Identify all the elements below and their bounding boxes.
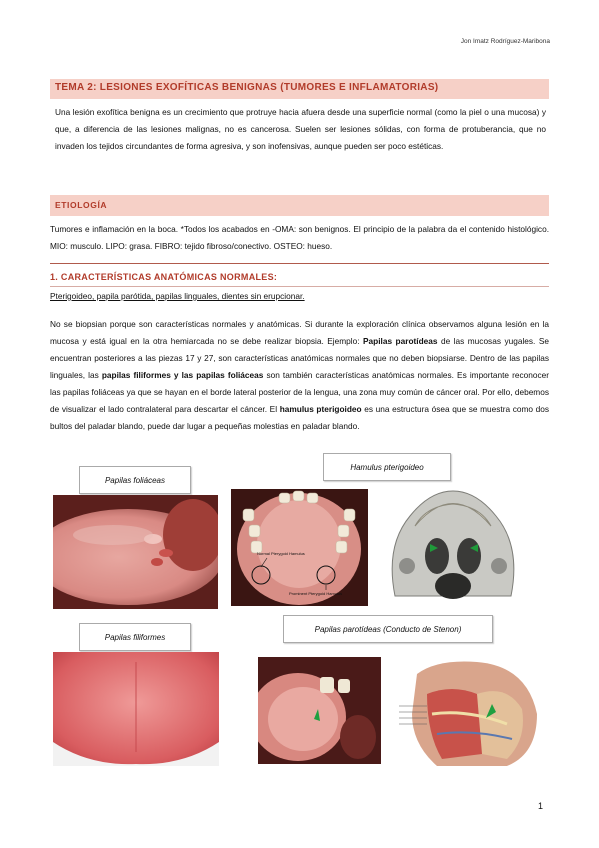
skull-base-illustration xyxy=(385,486,521,605)
author-header: Jon Imatz Rodríguez-Maribona xyxy=(460,38,550,45)
tongue-foliate-photo xyxy=(53,495,218,609)
section1-title: 1. CARACTERÍSTICAS ANATÓMICAS NORMALES: xyxy=(50,272,278,282)
term-hamulus: hamulus pterigoideo xyxy=(279,404,362,414)
paragraph-text-c: son también características anatómicas normales. Es importante reconocer las papilas foliáceas ya que se hayan en el borde lateral posterior de la lengua, una zona muy común de cáncer oral. Por ello, debemos de visualizar el lado contralateral para descartar el cáncer. El xyxy=(50,370,549,414)
etiologia-bar xyxy=(50,195,549,216)
paragraph-text-a: No se biopsian porque son características normales y anatómicas. Si durante la exploración clínica observamos alguna lesión en la mucosa y está igual en la otra hemiarcada no se debe realizar biopsia. Ejemplo: xyxy=(50,319,549,346)
etiologia-title: ETIOLOGÍA xyxy=(55,200,108,210)
label-papilas-parotideas: Papilas parotídeas (Conducto de Stenon) xyxy=(283,615,493,643)
term-papilas-parotideas: Papilas parotídeas xyxy=(363,336,438,346)
section-rule-top xyxy=(50,263,549,264)
page-number: 1 xyxy=(538,801,544,811)
section1-paragraph xyxy=(50,316,549,435)
etiologia-text: Tumores e inflamación en la boca. *Todos los acabados en -OMA: son benignos. El principio de la palabra da el contenido histológico. MIO: musculo. LIPO: grasa. FIBRO: tejido fibroso/conectivo. OSTEO: hueso. xyxy=(50,224,549,251)
paragraph-text-b: de las mucosas yugales. Se encuentran posteriores a las piezas 17 y 27, son características anatómicas normales que no deben biopsiarse. Dentro de las papilas linguales, las xyxy=(50,336,549,380)
parotid-papilla-photo xyxy=(258,657,381,764)
label-papilas-filiformes: Papilas filiformes xyxy=(79,623,191,651)
tongue-filiform-photo xyxy=(53,652,219,766)
palate-label-normal: Normal Pterygoid Hamulus xyxy=(257,551,305,556)
label-papilas-foliaceas: Papilas foliáceas xyxy=(79,466,191,494)
term-filiformes-foliaceas: papilas filiformes y las papilas foliáceas xyxy=(101,370,264,380)
label-hamulus-pterigoideo: Hamulus pterigoideo xyxy=(323,453,451,481)
palate-label-prominent: Prominent Pterygoid Hamulus xyxy=(289,591,343,596)
section1-subtitle: Pterigoideo, papila parótida, papilas linguales, dientes sin erupcionar. xyxy=(50,291,305,301)
parotid-dissection-illustration xyxy=(397,654,543,770)
section-rule-bottom xyxy=(50,286,549,287)
section-title: TEMA 2: LESIONES EXOFÍTICAS BENIGNAS (TUMORES E INFLAMATORIAS) xyxy=(55,82,439,93)
palate-hamulus-photo xyxy=(231,489,368,606)
paragraph-text-d: es una estructura ósea que se muestra como dos bultos del paladar blando, puede dar lugar a pequeñas molestias en paladar blando. xyxy=(50,404,549,431)
intro-paragraph: Una lesión exofítica benigna es un crecimiento que protruye hacia afuera desde una superficie normal (como la piel o una mucosa) y que, a diferencia de las lesiones malignas, no es cancerosa. Suelen ser lesiones sólidas, con forma de protuberancia, que no invaden los tejidos circundantes de forma agresiva, y son inofensivas, aunque pueden ser poco estéticas. xyxy=(55,107,546,151)
